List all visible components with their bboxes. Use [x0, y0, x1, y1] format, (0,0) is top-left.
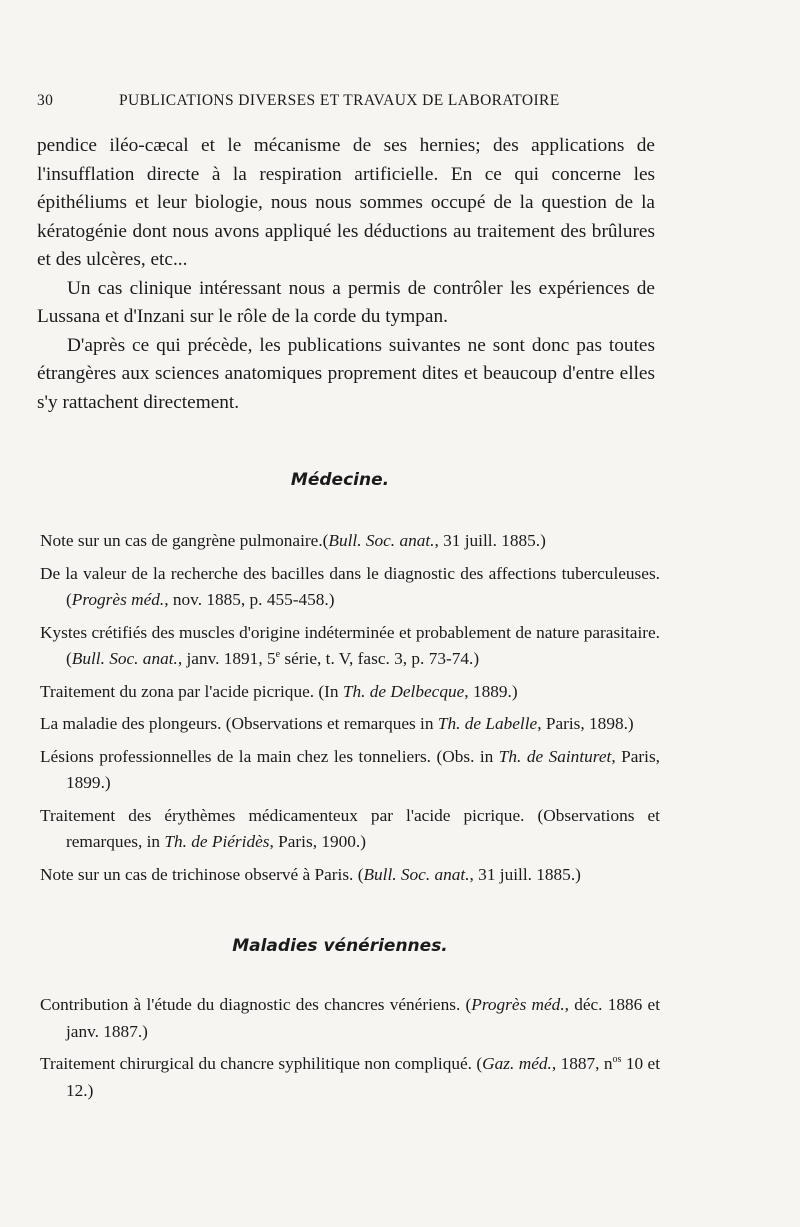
reference-rest: , 1887, n	[551, 1054, 613, 1073]
section-title-maladies-veneriennes: Maladies vénériennes.	[232, 936, 448, 956]
reference-sup: e	[275, 649, 281, 661]
reference-rest: , janv. 1891, 5	[177, 649, 276, 668]
reference-rest: , 31 juill. 1885.)	[434, 531, 546, 550]
reference-italic: Th. de Labelle	[437, 714, 538, 733]
reference-entry	[40, 679, 660, 706]
reference-rest: , 31 juill. 1885.)	[469, 864, 581, 884]
reference-entry	[40, 620, 660, 673]
reference-italic: Bull. Soc. anat.	[363, 864, 470, 884]
reference-text: Note sur un cas de gangrène pulmonaire.(	[40, 531, 329, 550]
reference-italic: Gaz. méd.	[482, 1054, 552, 1073]
reference-italic: Th. de Delbecque	[342, 681, 465, 701]
reference-italic: Th. de Piéridès	[164, 832, 270, 851]
reference-rest: , nov. 1885, p. 455-458.)	[164, 590, 335, 609]
section-title-medecine: Médecine.	[290, 470, 390, 490]
reference-text: Note sur un cas de trichinose observé à Paris. (	[40, 864, 364, 884]
reference-italic: Progrès méd.	[471, 995, 565, 1014]
reference-rest: , Paris, 1900.)	[269, 832, 366, 851]
reference-rest: , 1889.)	[464, 681, 518, 701]
intro-text	[37, 132, 655, 417]
reference-rest2: 10 et 12.)	[66, 1054, 660, 1100]
reference-text: Contribution à l'étude du diagnostic des chancres vénériens. (	[40, 995, 472, 1014]
reference-text: La maladie des plongeurs. (Observations et remarques in	[40, 714, 438, 733]
page-number: 30	[37, 92, 54, 109]
reference-text: Kystes crétifiés des muscles d'origine indéterminée et probablement de nature parasitaire. (	[40, 622, 660, 668]
reference-entry	[40, 992, 660, 1045]
reference-italic: Th. de Sainturet	[498, 746, 612, 766]
reference-text: Traitement du zona par l'acide picrique. (In	[40, 681, 343, 701]
intro-paragraph-2: Un cas clinique intéressant nous a permis de contrôler les expériences de Lussana et d'Inzani sur le rôle de la corde du tympan.	[37, 277, 655, 327]
reference-italic: Bull. Soc. anat.	[71, 649, 178, 668]
reference-list-medecine	[40, 528, 660, 894]
reference-italic: Bull. Soc. anat.	[328, 531, 435, 550]
running-title: PUBLICATIONS DIVERSES ET TRAVAUX DE LABORATOIRE	[119, 92, 560, 109]
reference-entry	[40, 528, 660, 555]
reference-rest2: série, t. V, fasc. 3, p. 73-74.)	[280, 649, 480, 668]
reference-italic: Progrès méd.	[71, 590, 165, 609]
reference-entry	[40, 744, 660, 797]
reference-rest: , déc. 1886 et janv. 1887.)	[66, 995, 660, 1041]
reference-entry	[40, 803, 660, 856]
intro-paragraph-3: D'après ce qui précède, les publications suivantes ne sont donc pas toutes étrangères aux sciences anatomiques proprement dites et beaucoup d'entre elles s'y rattachent directement.	[37, 334, 655, 413]
reference-rest: , Paris, 1899.)	[66, 746, 661, 792]
reference-entry	[40, 711, 660, 738]
reference-text: Traitement des érythèmes médicamenteux par l'acide picrique. (Observations et remarques, in	[40, 805, 660, 851]
intro-paragraph-1: pendice iléo-cæcal et le mécanisme de ses hernies; des applications de l'insufflation directe à la respiration artificielle. En ce qui concerne les épithéliums et leur biologie, nous nous sommes occupé de la question de la kératogénie dont nous avons appliqué les déductions au traitement des brûlures et des ulcères, etc...	[37, 135, 655, 270]
reference-entry	[40, 561, 660, 614]
reference-list-maladies-veneriennes	[40, 992, 660, 1110]
reference-text: Lésions professionnelles de la main chez les tonneliers. (Obs. in	[40, 746, 499, 766]
reference-entry	[40, 862, 660, 889]
reference-text: De la valeur de la recherche des bacilles dans le diagnostic des affections tuberculeuses. (	[40, 563, 660, 609]
reference-entry	[40, 1051, 660, 1104]
reference-rest: , Paris, 1898.)	[537, 714, 634, 733]
reference-text: Traitement chirurgical du chancre syphilitique non compliqué. (	[40, 1054, 483, 1073]
reference-sup: os	[612, 1054, 622, 1066]
